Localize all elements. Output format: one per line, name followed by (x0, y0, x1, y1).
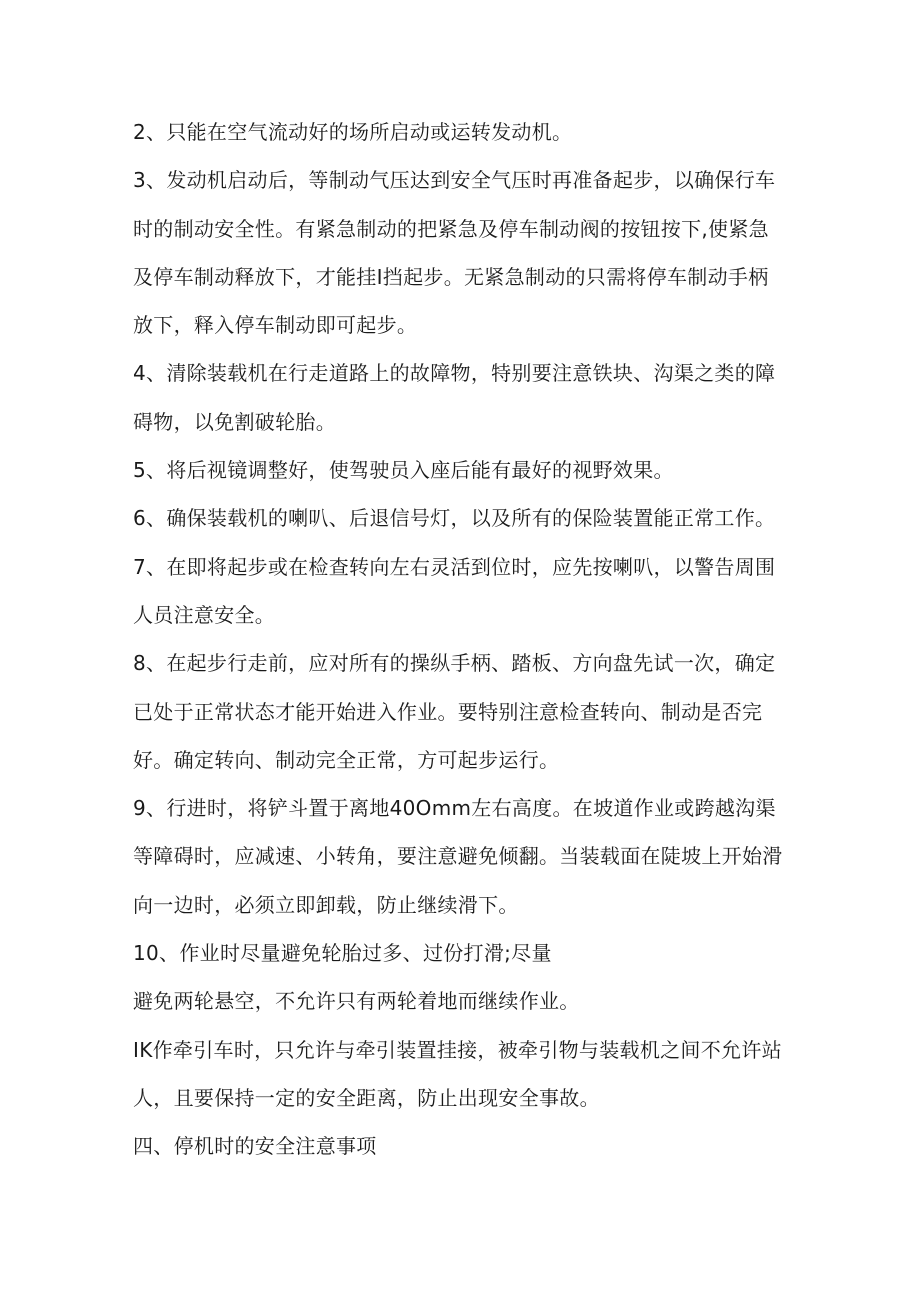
text-line: 人，且要保持一定的安全距离，防止出现安全事故。 (133, 1085, 600, 1110)
text-line: 放下，释入停车制动即可起步。 (133, 313, 418, 338)
text-line: 时的制动安全性。有紧急制动的把紧急及停车制动阀的按钮按下,使紧急 (133, 216, 769, 241)
text-line: 等障碍时，应减速、小转角，要注意避免倾翻。当装载面在陡坡上开始滑 (133, 844, 783, 869)
text-line: 已处于正常状态才能开始进入作业。要特别注意检查转向、制动是否完 (133, 699, 763, 724)
text-line: 4、清除装载机在行走道路上的故障物，特别要注意铁块、沟渠之类的障 (133, 361, 776, 386)
text-line: 避免两轮悬空，不允许只有两轮着地而继续作业。 (133, 989, 580, 1014)
text-line: 10、作业时尽量避免轮胎过多、过份打滑;尽量 (133, 941, 552, 966)
text-line: 及停车制动释放下，才能挂I挡起步。无紧急制动的只需将停车制动手柄 (133, 264, 769, 289)
text-line: 5、将后视镜调整好，使驾驶员入座后能有最好的视野效果。 (133, 458, 674, 483)
text-line: 9、行进时，将铲斗置于离地40Omm左右高度。在坡道作业或跨越沟渠 (133, 796, 776, 821)
text-line: 6、确保装载机的喇叭、后退信号灯，以及所有的保险装置能正常工作。 (133, 506, 776, 531)
text-line: 向一边时，必须立即卸载，防止继续滑下。 (133, 892, 519, 917)
section-heading: 四、停机时的安全注意事项 (133, 1134, 377, 1159)
text-line: 2、只能在空气流动好的场所启动或运转发动机。 (133, 120, 573, 144)
text-line: 3、发动机启动后，等制动气压达到安全气压时再准备起步，以确保行车 (133, 168, 776, 193)
text-line: IK作牵引车时，只允许与牵引装置挂接，被牵引物与装载机之间不允许站 (133, 1037, 782, 1062)
text-line: 人员注意安全。 (133, 602, 276, 627)
text-line: 好。确定转向、制动完全正常，方可起步运行。 (133, 747, 560, 772)
text-line: 7、在即将起步或在检查转向左右灵活到位时，应先按喇叭，以警告周围 (133, 554, 776, 579)
text-line: 8、在起步行走前，应对所有的操纵手柄、踏板、方向盘先试一次，确定 (133, 651, 776, 676)
text-line: 碍物，以免割破轮胎。 (133, 409, 336, 434)
document-body (133, 108, 793, 1171)
